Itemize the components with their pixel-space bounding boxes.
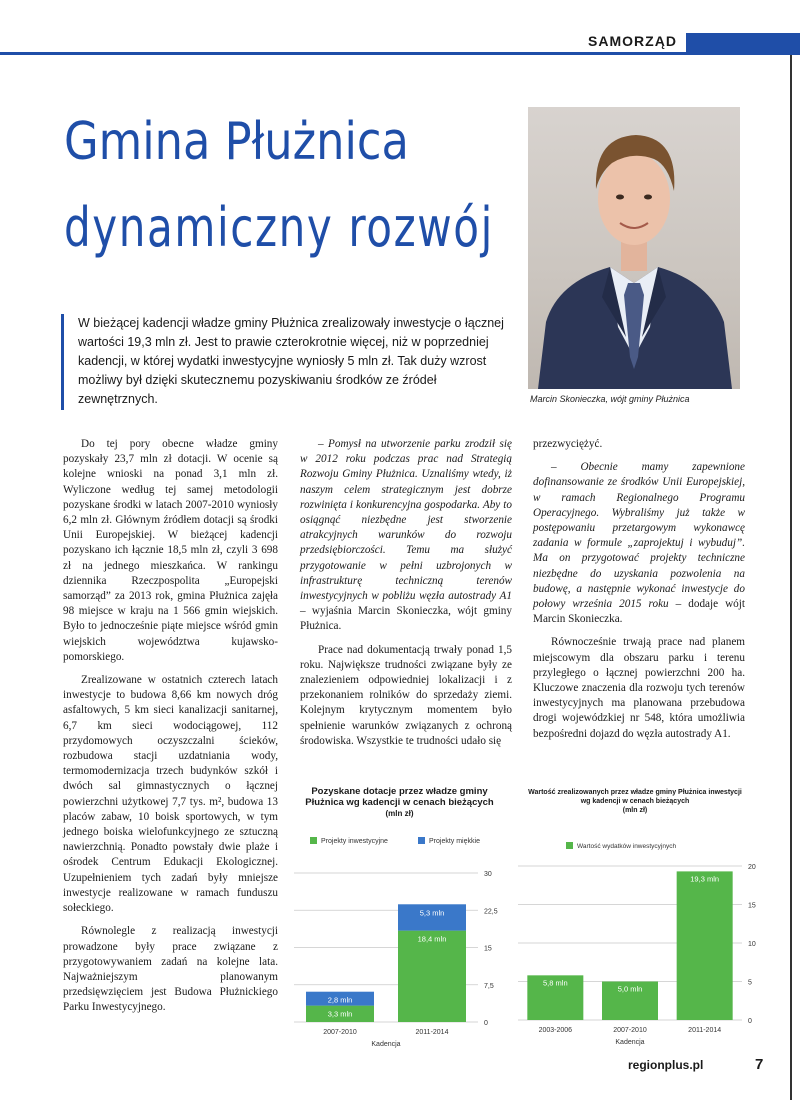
chart-2-title-line-2: wg kadencji w cenach bieżących <box>580 798 690 805</box>
paragraph: Do tej pory obecne władze gminy pozyskały 23,7 mln zł dotacji. W ocenie są kolejne wnioski na ponad 3,1 mln zł. Wyliczone według tej samej metodologii pozyskane środki w latach 2007-2010 wyniosły 6,2 mln zł. Głównym źródłem dotacji są środki Unii Europejskiej. W bieżącej kadencji pozyskano ich łącznie 18,5 mln zł, czyli 3 698 zł na jednego mieszkańca. W rankingu dziennika Rzeczpospolita „Europejski samorząd” za 2013 rok, gmina Płużnica zajęła 98 miejsce w kraju na 1 566 gmin wiejskich. Było to jednocześnie piąte miejsce wśród gmin wiejskich województwa kujawsko-pomorskiego. <box>63 438 278 663</box>
chart-1 <box>290 826 510 1058</box>
paragraph: Równolegle z realizacją inwestycji prowadzone były prace związane z przygotowywaniem zadań na kolejne lata. Najważniejszym planowanym przedsięwzięciem jest Budowa Płużnickiego Parku Inwestycyjnego. <box>63 925 278 1014</box>
legend-label: Wartość wydatków inwestycyjnych <box>577 843 677 850</box>
article-title-line-1: Gmina Płużnica <box>64 112 409 172</box>
quote-paragraph <box>533 460 745 627</box>
y-tick-label: 10 <box>748 941 756 948</box>
page-edge-line <box>790 55 792 1100</box>
text-column-3 <box>533 437 745 742</box>
chart-2-title-line-3: (mln zł) <box>622 807 648 814</box>
header-rule <box>0 52 800 55</box>
portrait-photo <box>528 107 740 389</box>
data-label: 5,0 mln <box>617 984 643 994</box>
y-tick-label: 15 <box>748 902 756 910</box>
x-tick-label: 2003-2006 <box>538 1027 573 1034</box>
header-accent-bar <box>686 33 800 52</box>
y-tick-label: 5 <box>748 979 752 987</box>
y-tick-label: 0 <box>484 1020 488 1027</box>
page-number: 7 <box>755 1056 764 1073</box>
y-tick-label: 0 <box>748 1018 752 1025</box>
quote-paragraph <box>300 437 512 635</box>
y-tick-label: 22,5 <box>484 908 498 916</box>
x-axis-label: Kadencja <box>371 1041 401 1048</box>
chart-1-title-line-3: (mln zł) <box>385 809 414 818</box>
y-tick-label: 7,5 <box>484 982 494 990</box>
data-label: 5,8 mln <box>543 978 568 988</box>
chart-2 <box>514 826 764 1048</box>
chart-1-title-line-2: Płużnica wg kadencji w cenach bieżących <box>305 797 494 808</box>
portrait-illustration <box>528 107 740 389</box>
chart-2-title <box>515 788 755 815</box>
text-column-2 <box>300 437 512 749</box>
chart-2-title-line-1: Wartość zrealizowanych przez władze gminy Płużnica inwestycji <box>528 789 742 796</box>
quote-attribution: – dodaje wójt Marcin Skonieczka. <box>533 598 745 626</box>
x-tick-label: 2011-2014 <box>415 1029 449 1036</box>
legend-label: Projekty inwestycyjne <box>321 838 388 845</box>
article-title-line-2: dynamiczny rozwój <box>64 196 494 259</box>
data-label: 5,3 mln <box>419 908 445 918</box>
chart-1-title <box>292 786 507 819</box>
lead-accent-bar <box>61 314 64 410</box>
x-tick-label: 2007-2010 <box>613 1027 647 1034</box>
quote-text: – Pomysł na utworzenie parku zrodził się w 2012 roku podczas prac nad Strategią Rozwoju Gminy Płużnica. Uznaliśmy wtedy, iż naszym celem strategicznym jest dobrze rozwinięta i konkurencyjna gospodarka. Aby to osiągnąć niezbędne jest stworzenie atrakcyjnych warunków do rozwoju przedsiębiorczości. Temu ma służyć przygotowanie w pełni uzbrojonych w infrastrukturę techniczną terenów inwestycyjnych w pobliżu węzła autostrady A1 <box>300 438 512 603</box>
site-url[interactable]: regionplus.pl <box>628 1058 704 1072</box>
legend-swatch <box>566 842 573 849</box>
photo-caption: Marcin Skonieczka, wójt gminy Płużnica <box>530 394 690 404</box>
paragraph: Zrealizowane w ostatnich czterech latach inwestycje to budowa 8,66 km nowych dróg asfaltowych, 5 km sieci kanalizacji sanitarnej, 6,7 km sieci wodociągowej, 112 przydomowych oczyszczalni ścieków, rozbudowa stacji uzdatniania wody, termomodernizacja trzech budynków szkół i dwóch sal gimnastycznych o łącznej powierzchni użytkowej 7,7 tys. m², budowa 13 placów zabaw, 10 boisk sportowych, w tym jednego boiska wielofunkcyjnego ze sztuczną nawierzchnią. Ponadto powstały dwie plaże i ośrodek Centrum Edukacji Ekologicznej. Uzupełnieniem tych zadań były mniejsze inwestycje realizowane w ramach funduszu sołeckiego. <box>63 674 278 915</box>
legend-swatch <box>310 837 317 844</box>
data-label: 3,3 mln <box>327 1009 353 1019</box>
x-axis-label: Kadencja <box>615 1039 645 1046</box>
bar <box>398 931 466 1022</box>
data-label: 18,4 mln <box>417 934 447 944</box>
chart-1-title-line-1: Pozyskane dotacje przez władze gminy <box>311 786 488 797</box>
paragraph-continuation: przezwyciężyć. <box>533 438 603 450</box>
y-tick-label: 20 <box>748 864 756 871</box>
section-tag: SAMORZĄD <box>588 33 677 49</box>
legend-label: Projekty miękkie <box>429 838 480 845</box>
data-label: 19,3 mln <box>690 874 720 884</box>
legend-swatch <box>418 837 425 844</box>
text-column-1 <box>63 437 278 1016</box>
quote-attribution: – wyjaśnia Marcin Skonieczka, wójt gminy Płużnica. <box>300 605 512 633</box>
bar <box>677 871 733 1020</box>
paragraph: Równocześnie trwają prace nad planem miejscowym dla obszaru parku i terenu przyległego o łącznej powierzchni 200 ha. Kluczowe znaczenia dla rozwoju tych terenów inwestycyjnych ma planowana przebudowa drogi wojewódzkiej nr 548, która umożliwia bezpośredni dojazd do węzła autostrady A1. <box>533 636 745 740</box>
y-tick-label: 30 <box>484 871 492 878</box>
y-tick-label: 15 <box>484 945 492 953</box>
data-label: 2,8 mln <box>327 995 353 1005</box>
quote-text: – Obecnie mamy zapewnione dofinansowanie ze środków Unii Europejskiej, w ramach Regionalnego Programu Operacyjnego. Wybraliśmy już także w postępowaniu przetargowym wykonawcę zadania w formule „zaprojektuj i wybuduj”. Ma on przygotować projekty techniczne niezbędne do uzyskania pozwolenia na budowę, a następnie wykonać inwestycje do połowy września 2015 roku <box>533 461 745 611</box>
x-tick-label: 2007-2010 <box>323 1029 357 1036</box>
article-lead: W bieżącej kadencji władze gminy Płużnica zrealizowały inwestycje o łącznej wartości 19,3 mln zł. Jest to prawie czterokrotnie więcej, niż w poprzedniej kadencji, w której wydatki inwestycyjne wyniosły 5 mln zł. Tak duży wzrost możliwy był dzięki skutecznemu pozyskiwaniu środków ze źródeł zewnętrznych. <box>78 316 504 406</box>
paragraph: Prace nad dokumentacją trwały ponad 1,5 roku. Największe trudności związane były ze znalezieniem odpowiedniej lokalizacji i z przekonaniem rolników do sprzedaży ziemi. Kolejnym krytycznym momentem było spełnienie warunków związanych z ochroną środowiska. Wszystkie te trudności udało się <box>300 643 512 747</box>
x-tick-label: 2011-2014 <box>688 1027 722 1034</box>
